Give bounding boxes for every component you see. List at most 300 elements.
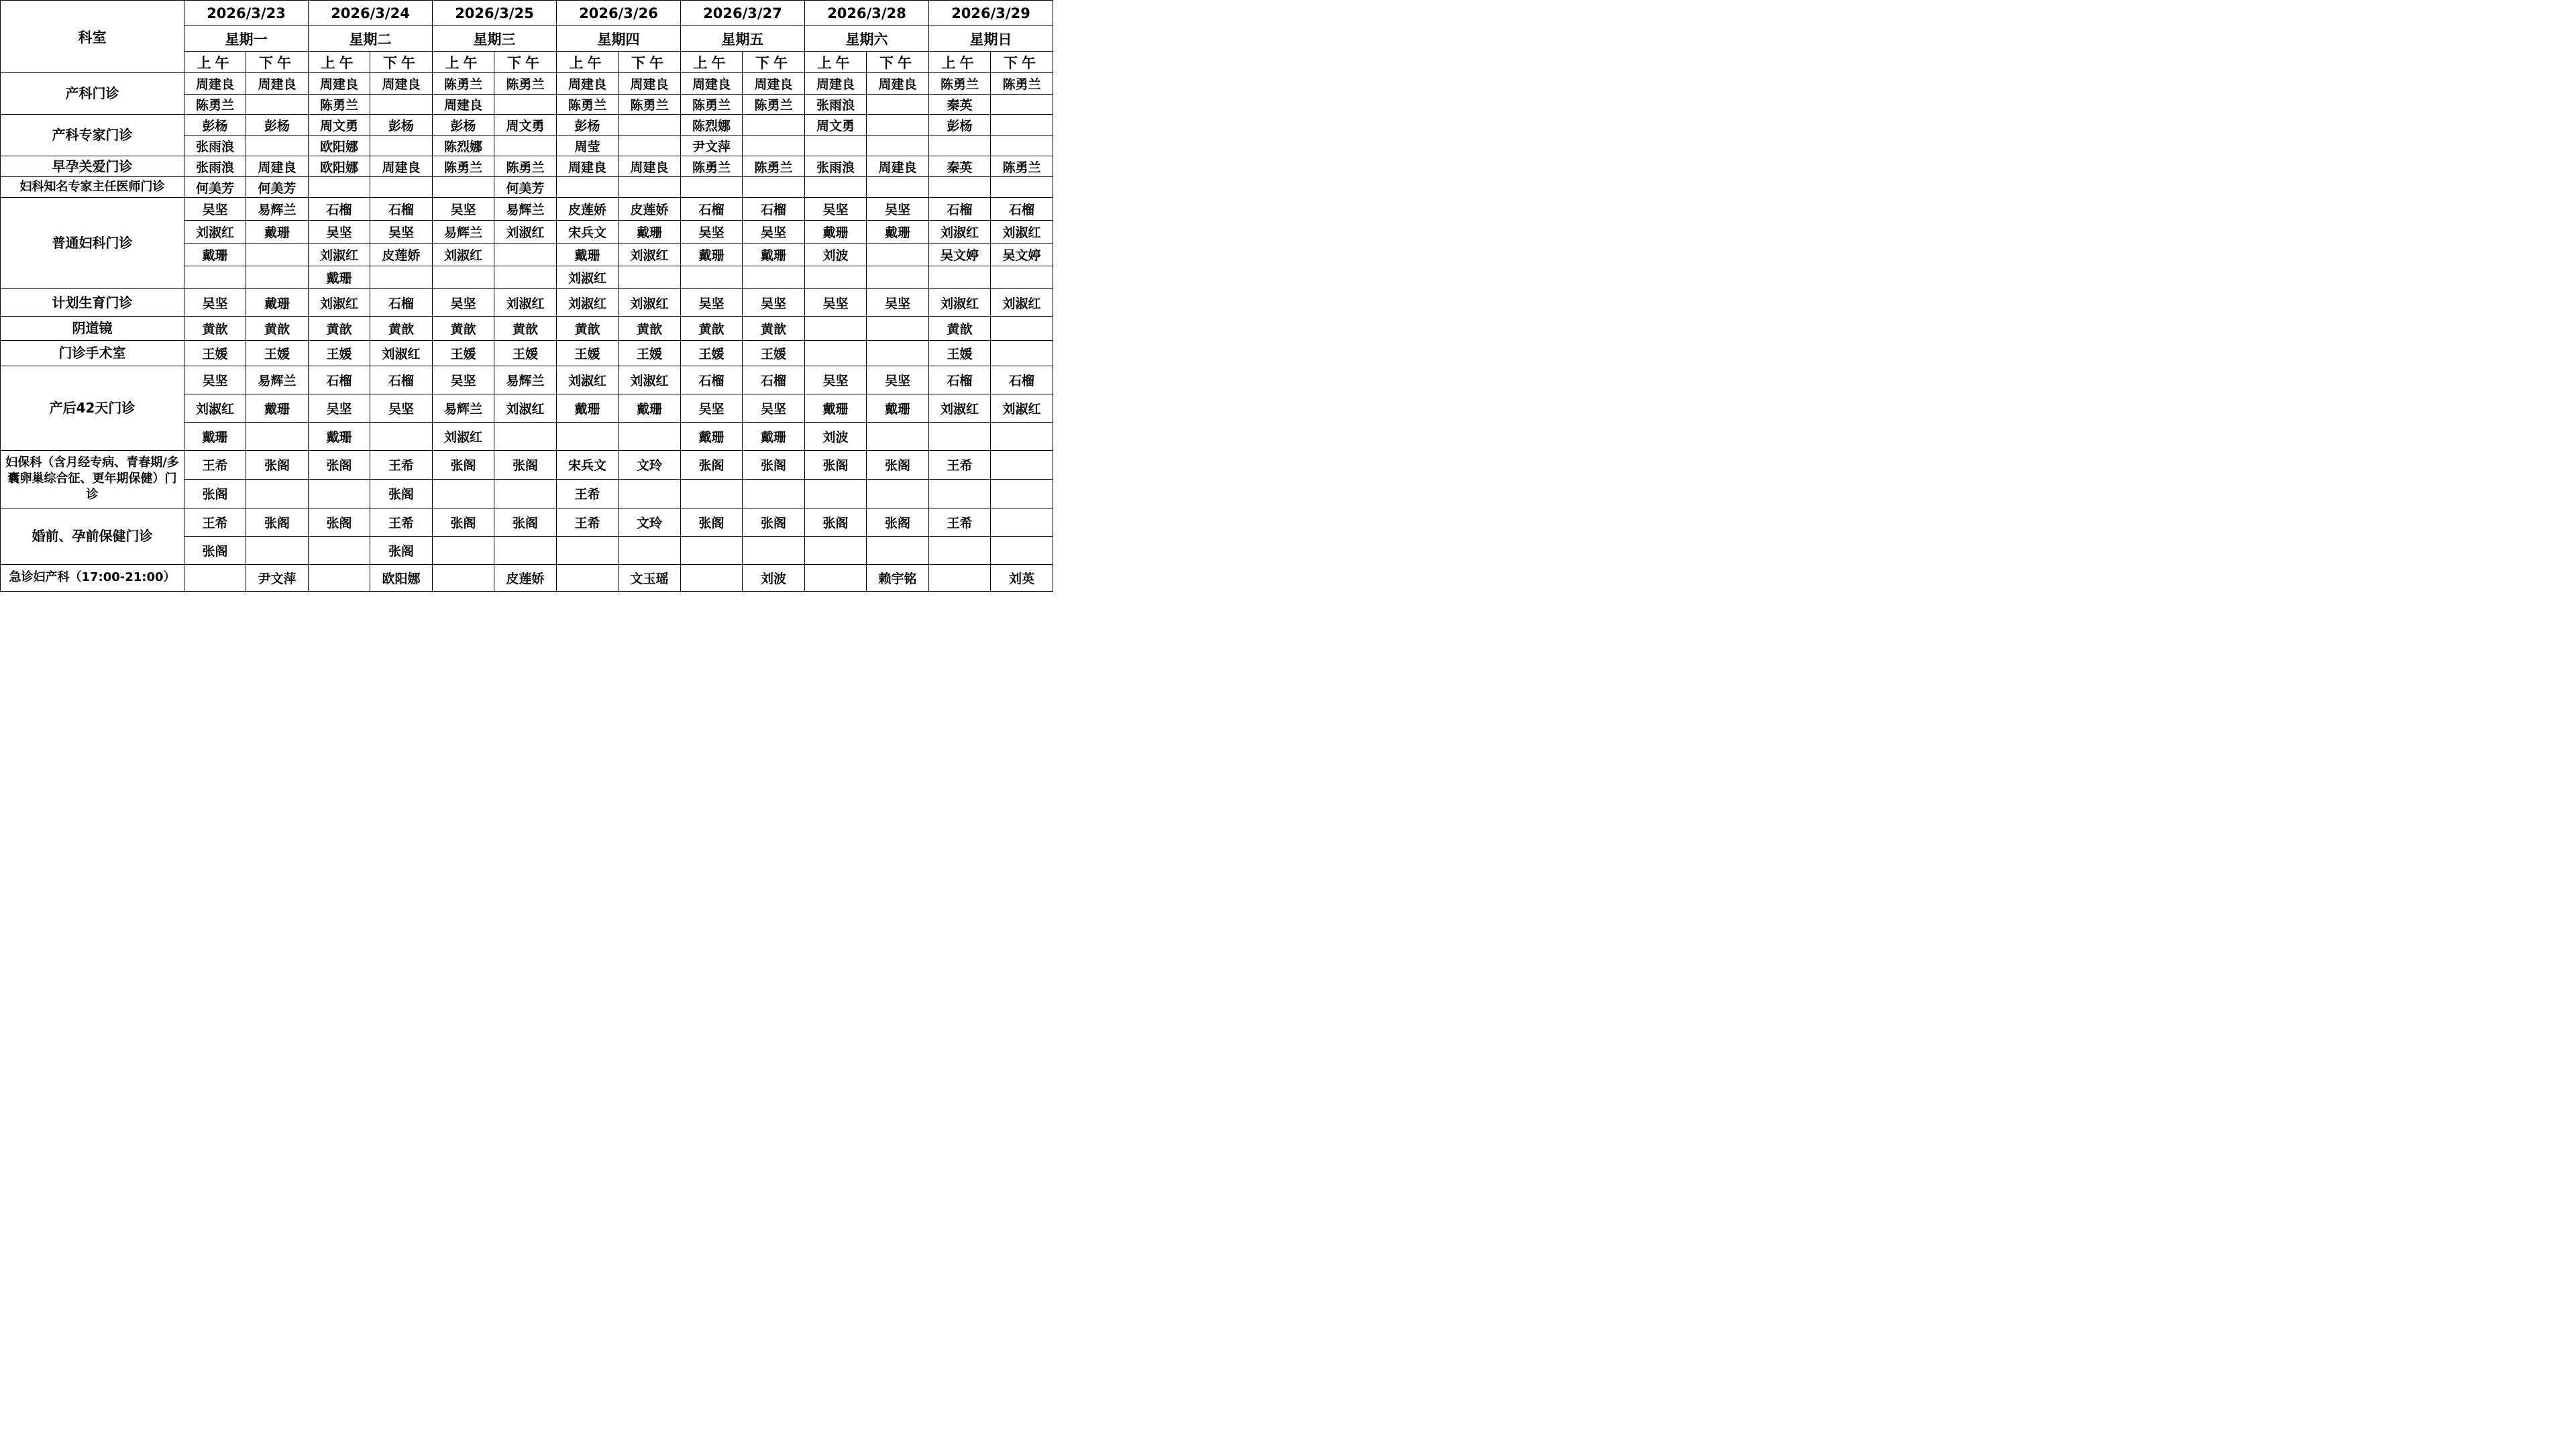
doctor-cell <box>494 536 557 564</box>
doctor-cell: 陈勇兰 <box>991 156 1053 177</box>
doctor-cell <box>619 177 681 198</box>
doctor-cell: 秦英 <box>929 95 991 115</box>
doctor-cell: 张阁 <box>867 508 929 536</box>
doctor-cell: 刘波 <box>805 244 867 266</box>
doctor-cell <box>867 136 929 156</box>
department-name: 产科门诊 <box>1 73 184 115</box>
doctor-cell: 周建良 <box>370 156 433 177</box>
doctor-cell <box>619 136 681 156</box>
doctor-cell <box>494 479 557 508</box>
doctor-cell <box>246 244 309 266</box>
doctor-cell: 王媛 <box>681 341 743 366</box>
department-name: 产后42天门诊 <box>1 366 184 450</box>
doctor-cell: 张阁 <box>805 508 867 536</box>
doctor-cell: 张雨浪 <box>805 95 867 115</box>
doctor-cell: 周建良 <box>619 73 681 95</box>
doctor-cell: 易辉兰 <box>246 198 309 221</box>
doctor-cell: 戴珊 <box>184 244 246 266</box>
doctor-cell: 吴坚 <box>681 394 743 422</box>
doctor-cell: 皮莲娇 <box>557 198 619 221</box>
doctor-cell: 戴珊 <box>867 394 929 422</box>
doctor-cell <box>929 136 991 156</box>
doctor-cell: 吴坚 <box>743 221 805 244</box>
doctor-cell: 皮莲娇 <box>494 564 557 591</box>
doctor-cell: 周建良 <box>370 73 433 95</box>
doctor-cell <box>743 266 805 289</box>
doctor-cell: 刘淑红 <box>184 394 246 422</box>
doctor-cell: 王希 <box>929 508 991 536</box>
doctor-cell: 吴坚 <box>867 366 929 394</box>
doctor-cell <box>743 136 805 156</box>
doctor-cell: 周建良 <box>557 73 619 95</box>
doctor-cell <box>681 177 743 198</box>
doctor-cell <box>991 115 1053 136</box>
doctor-cell: 刘淑红 <box>557 266 619 289</box>
doctor-cell: 周建良 <box>805 73 867 95</box>
doctor-cell <box>743 177 805 198</box>
date-header: 2026/3/27 <box>681 1 805 26</box>
doctor-cell <box>494 95 557 115</box>
doctor-cell: 黄歆 <box>309 317 370 341</box>
doctor-cell: 戴珊 <box>557 244 619 266</box>
doctor-cell <box>929 536 991 564</box>
doctor-cell <box>991 317 1053 341</box>
doctor-cell: 黄歆 <box>184 317 246 341</box>
doctor-cell: 吴文婷 <box>991 244 1053 266</box>
doctor-cell <box>743 536 805 564</box>
doctor-cell <box>867 536 929 564</box>
doctor-cell: 张阁 <box>370 479 433 508</box>
doctor-cell <box>246 136 309 156</box>
doctor-cell: 戴珊 <box>557 394 619 422</box>
doctor-cell: 周建良 <box>246 73 309 95</box>
doctor-cell: 刘淑红 <box>557 366 619 394</box>
doctor-cell: 刘淑红 <box>991 221 1053 244</box>
doctor-cell: 文玲 <box>619 508 681 536</box>
doctor-cell <box>246 422 309 450</box>
doctor-cell: 陈勇兰 <box>743 156 805 177</box>
doctor-cell <box>805 177 867 198</box>
doctor-cell: 周建良 <box>743 73 805 95</box>
doctor-cell <box>929 177 991 198</box>
doctor-cell: 戴珊 <box>681 422 743 450</box>
doctor-cell <box>494 136 557 156</box>
pm-header: 下午 <box>743 52 805 73</box>
doctor-cell: 彭杨 <box>246 115 309 136</box>
doctor-cell: 张阁 <box>184 479 246 508</box>
doctor-cell: 王媛 <box>309 341 370 366</box>
doctor-cell: 文玲 <box>619 450 681 479</box>
doctor-cell: 王希 <box>184 508 246 536</box>
weekday-header: 星期二 <box>309 26 433 52</box>
doctor-cell: 吴坚 <box>309 221 370 244</box>
date-header: 2026/3/26 <box>557 1 681 26</box>
doctor-cell: 刘淑红 <box>991 394 1053 422</box>
doctor-cell: 刘淑红 <box>370 341 433 366</box>
doctor-cell <box>805 341 867 366</box>
doctor-cell <box>805 266 867 289</box>
doctor-cell: 宋兵文 <box>557 221 619 244</box>
doctor-cell: 石榴 <box>370 198 433 221</box>
doctor-cell: 黄歆 <box>929 317 991 341</box>
date-header: 2026/3/29 <box>929 1 1053 26</box>
doctor-cell <box>557 422 619 450</box>
schedule-row <box>1 198 1053 221</box>
doctor-cell: 戴珊 <box>619 221 681 244</box>
doctor-cell: 王媛 <box>246 341 309 366</box>
doctor-cell <box>929 564 991 591</box>
dept-header: 科室 <box>1 1 184 73</box>
doctor-cell: 吴坚 <box>743 289 805 317</box>
doctor-cell <box>433 564 494 591</box>
doctor-cell: 刘淑红 <box>309 244 370 266</box>
doctor-cell: 张阁 <box>309 508 370 536</box>
doctor-cell: 张雨浪 <box>184 136 246 156</box>
doctor-cell: 黄歆 <box>246 317 309 341</box>
doctor-cell: 陈勇兰 <box>433 156 494 177</box>
doctor-cell: 吴坚 <box>433 198 494 221</box>
doctor-cell: 王希 <box>184 450 246 479</box>
doctor-cell: 易辉兰 <box>494 198 557 221</box>
doctor-cell <box>805 317 867 341</box>
pm-header: 下午 <box>494 52 557 73</box>
pm-header: 下午 <box>991 52 1053 73</box>
doctor-cell: 周文勇 <box>494 115 557 136</box>
doctor-cell: 刘淑红 <box>184 221 246 244</box>
doctor-cell: 石榴 <box>370 366 433 394</box>
doctor-cell: 吴坚 <box>184 198 246 221</box>
doctor-cell: 刘英 <box>991 564 1053 591</box>
doctor-cell: 易辉兰 <box>246 366 309 394</box>
doctor-cell: 彭杨 <box>557 115 619 136</box>
doctor-cell: 陈勇兰 <box>494 156 557 177</box>
doctor-cell: 何美芳 <box>184 177 246 198</box>
department-name: 急诊妇产科（17:00-21:00） <box>1 564 184 591</box>
doctor-cell <box>433 536 494 564</box>
doctor-cell: 吴坚 <box>805 198 867 221</box>
doctor-cell: 周建良 <box>309 73 370 95</box>
doctor-cell: 石榴 <box>681 366 743 394</box>
doctor-cell: 彭杨 <box>184 115 246 136</box>
doctor-cell <box>991 479 1053 508</box>
doctor-cell: 张阁 <box>743 450 805 479</box>
doctor-cell: 刘淑红 <box>619 289 681 317</box>
weekday-header: 星期四 <box>557 26 681 52</box>
doctor-cell: 王媛 <box>494 341 557 366</box>
doctor-cell <box>557 564 619 591</box>
doctor-cell <box>309 177 370 198</box>
doctor-cell: 周文勇 <box>805 115 867 136</box>
department-name: 妇科知名专家主任医师门诊 <box>1 177 184 198</box>
weekday-header: 星期一 <box>184 26 309 52</box>
doctor-cell <box>184 266 246 289</box>
doctor-cell: 戴珊 <box>184 422 246 450</box>
date-header: 2026/3/24 <box>309 1 433 26</box>
doctor-cell <box>619 479 681 508</box>
doctor-cell <box>743 479 805 508</box>
doctor-cell: 刘淑红 <box>433 422 494 450</box>
doctor-cell: 王媛 <box>929 341 991 366</box>
doctor-cell: 陈勇兰 <box>494 73 557 95</box>
doctor-cell: 吴坚 <box>805 289 867 317</box>
doctor-cell <box>619 422 681 450</box>
doctor-cell: 吴坚 <box>681 221 743 244</box>
department-name: 产科专家门诊 <box>1 115 184 156</box>
doctor-cell <box>494 244 557 266</box>
doctor-cell <box>184 564 246 591</box>
doctor-cell: 石榴 <box>991 198 1053 221</box>
am-header: 上午 <box>557 52 619 73</box>
doctor-cell: 周建良 <box>867 73 929 95</box>
doctor-cell: 吴坚 <box>184 289 246 317</box>
doctor-cell: 张阁 <box>494 508 557 536</box>
doctor-cell: 戴珊 <box>743 244 805 266</box>
doctor-cell: 石榴 <box>681 198 743 221</box>
pm-header: 下午 <box>246 52 309 73</box>
doctor-cell: 周建良 <box>867 156 929 177</box>
doctor-cell <box>309 536 370 564</box>
doctor-cell <box>867 95 929 115</box>
doctor-cell: 陈勇兰 <box>743 95 805 115</box>
doctor-cell: 陈勇兰 <box>681 95 743 115</box>
doctor-cell: 吴坚 <box>370 221 433 244</box>
doctor-cell: 戴珊 <box>246 289 309 317</box>
doctor-cell: 吴坚 <box>433 289 494 317</box>
doctor-cell: 刘淑红 <box>557 289 619 317</box>
header-date-row <box>1 1 1053 26</box>
doctor-cell: 张阁 <box>681 508 743 536</box>
doctor-cell <box>867 422 929 450</box>
doctor-cell: 欧阳娜 <box>309 136 370 156</box>
doctor-cell: 黄歆 <box>743 317 805 341</box>
date-header: 2026/3/23 <box>184 1 309 26</box>
doctor-cell: 张阁 <box>246 508 309 536</box>
doctor-cell: 尹文萍 <box>246 564 309 591</box>
doctor-cell: 戴珊 <box>246 394 309 422</box>
doctor-cell <box>681 266 743 289</box>
doctor-cell: 吴坚 <box>743 394 805 422</box>
doctor-cell: 陈勇兰 <box>991 73 1053 95</box>
doctor-cell: 戴珊 <box>309 422 370 450</box>
doctor-cell: 刘淑红 <box>619 366 681 394</box>
pm-header: 下午 <box>867 52 929 73</box>
doctor-cell: 张阁 <box>743 508 805 536</box>
schedule-row <box>1 508 1053 536</box>
doctor-cell: 吴坚 <box>309 394 370 422</box>
doctor-cell <box>433 479 494 508</box>
doctor-cell <box>867 479 929 508</box>
schedule-row <box>1 317 1053 341</box>
doctor-cell <box>619 115 681 136</box>
doctor-cell: 王媛 <box>184 341 246 366</box>
doctor-cell: 周建良 <box>433 95 494 115</box>
doctor-cell <box>991 450 1053 479</box>
doctor-cell: 张阁 <box>184 536 246 564</box>
doctor-cell: 石榴 <box>929 366 991 394</box>
doctor-cell: 戴珊 <box>805 394 867 422</box>
doctor-cell: 吴坚 <box>805 366 867 394</box>
doctor-cell: 易辉兰 <box>494 366 557 394</box>
doctor-cell: 周建良 <box>557 156 619 177</box>
doctor-cell: 张阁 <box>309 450 370 479</box>
doctor-cell: 张阁 <box>681 450 743 479</box>
doctor-cell: 吴坚 <box>184 366 246 394</box>
department-name: 计划生育门诊 <box>1 289 184 317</box>
doctor-cell: 王希 <box>370 508 433 536</box>
doctor-cell <box>681 536 743 564</box>
doctor-cell <box>867 266 929 289</box>
doctor-cell <box>805 136 867 156</box>
schedule-row <box>1 450 1053 479</box>
doctor-cell: 秦英 <box>929 156 991 177</box>
doctor-cell <box>681 479 743 508</box>
doctor-cell: 黄歆 <box>557 317 619 341</box>
doctor-cell <box>991 536 1053 564</box>
doctor-cell <box>246 95 309 115</box>
doctor-cell: 戴珊 <box>619 394 681 422</box>
weekday-header: 星期日 <box>929 26 1053 52</box>
doctor-cell: 何美芳 <box>246 177 309 198</box>
doctor-cell <box>991 177 1053 198</box>
doctor-cell: 刘淑红 <box>433 244 494 266</box>
doctor-cell: 吴坚 <box>867 289 929 317</box>
doctor-cell: 文玉瑶 <box>619 564 681 591</box>
department-name: 普通妇科门诊 <box>1 198 184 289</box>
doctor-cell: 周建良 <box>619 156 681 177</box>
doctor-cell <box>929 422 991 450</box>
department-name: 阴道镜 <box>1 317 184 341</box>
doctor-cell: 刘淑红 <box>494 289 557 317</box>
doctor-cell: 皮莲娇 <box>370 244 433 266</box>
doctor-cell: 王希 <box>557 479 619 508</box>
doctor-cell <box>619 536 681 564</box>
doctor-cell: 黄歆 <box>681 317 743 341</box>
doctor-cell: 刘淑红 <box>309 289 370 317</box>
duty-schedule-table <box>0 0 1053 592</box>
doctor-cell: 何美芳 <box>494 177 557 198</box>
doctor-cell: 戴珊 <box>246 221 309 244</box>
doctor-cell <box>370 266 433 289</box>
weekday-header: 星期六 <box>805 26 929 52</box>
doctor-cell: 张阁 <box>494 450 557 479</box>
doctor-cell: 易辉兰 <box>433 394 494 422</box>
schedule-row <box>1 177 1053 198</box>
doctor-cell: 石榴 <box>991 366 1053 394</box>
doctor-cell: 刘淑红 <box>494 221 557 244</box>
doctor-cell: 宋兵文 <box>557 450 619 479</box>
doctor-cell: 黄歆 <box>494 317 557 341</box>
doctor-cell: 刘淑红 <box>494 394 557 422</box>
doctor-cell: 张雨浪 <box>184 156 246 177</box>
doctor-cell: 周文勇 <box>309 115 370 136</box>
department-name: 早孕关爱门诊 <box>1 156 184 177</box>
schedule-body <box>1 1 1053 592</box>
am-header: 上午 <box>309 52 370 73</box>
doctor-cell: 张阁 <box>805 450 867 479</box>
doctor-cell: 刘淑红 <box>929 394 991 422</box>
doctor-cell <box>309 564 370 591</box>
doctor-cell: 陈勇兰 <box>619 95 681 115</box>
doctor-cell <box>433 266 494 289</box>
department-name: 妇保科（含月经专病、青春期/多囊卵巢综合征、更年期保健）门诊 <box>1 450 184 508</box>
doctor-cell <box>805 536 867 564</box>
doctor-cell <box>309 479 370 508</box>
doctor-cell: 周建良 <box>184 73 246 95</box>
doctor-cell: 黄歆 <box>370 317 433 341</box>
doctor-cell: 陈勇兰 <box>929 73 991 95</box>
doctor-cell: 欧阳娜 <box>309 156 370 177</box>
doctor-cell: 彭杨 <box>929 115 991 136</box>
doctor-cell: 陈勇兰 <box>433 73 494 95</box>
doctor-cell: 刘淑红 <box>619 244 681 266</box>
doctor-cell: 吴文婷 <box>929 244 991 266</box>
schedule-row <box>1 156 1053 177</box>
doctor-cell <box>929 479 991 508</box>
am-header: 上午 <box>805 52 867 73</box>
doctor-cell: 石榴 <box>370 289 433 317</box>
doctor-cell: 彭杨 <box>370 115 433 136</box>
doctor-cell: 黄歆 <box>433 317 494 341</box>
doctor-cell: 皮莲娇 <box>619 198 681 221</box>
doctor-cell <box>433 177 494 198</box>
doctor-cell: 张阁 <box>433 450 494 479</box>
doctor-cell <box>557 177 619 198</box>
doctor-cell: 张阁 <box>867 450 929 479</box>
doctor-cell <box>867 177 929 198</box>
doctor-cell: 陈勇兰 <box>184 95 246 115</box>
doctor-cell: 欧阳娜 <box>370 564 433 591</box>
doctor-cell <box>246 479 309 508</box>
doctor-cell <box>929 266 991 289</box>
doctor-cell <box>805 564 867 591</box>
doctor-cell <box>991 341 1053 366</box>
doctor-cell: 刘波 <box>805 422 867 450</box>
doctor-cell: 王希 <box>370 450 433 479</box>
doctor-cell: 戴珊 <box>805 221 867 244</box>
doctor-cell <box>867 244 929 266</box>
doctor-cell: 陈勇兰 <box>681 156 743 177</box>
department-name: 婚前、孕前保健门诊 <box>1 508 184 564</box>
doctor-cell: 刘淑红 <box>929 289 991 317</box>
doctor-cell: 尹文萍 <box>681 136 743 156</box>
schedule-row <box>1 564 1053 591</box>
pm-header: 下午 <box>370 52 433 73</box>
doctor-cell: 石榴 <box>309 366 370 394</box>
doctor-cell: 赖宇铭 <box>867 564 929 591</box>
doctor-cell: 张阁 <box>433 508 494 536</box>
doctor-cell: 吴坚 <box>370 394 433 422</box>
doctor-cell: 张阁 <box>246 450 309 479</box>
doctor-cell: 彭杨 <box>433 115 494 136</box>
doctor-cell <box>991 95 1053 115</box>
doctor-cell <box>991 422 1053 450</box>
doctor-cell: 戴珊 <box>867 221 929 244</box>
date-header: 2026/3/25 <box>433 1 557 26</box>
doctor-cell: 周建良 <box>246 156 309 177</box>
doctor-cell <box>370 136 433 156</box>
schedule-row <box>1 341 1053 366</box>
doctor-cell <box>370 95 433 115</box>
doctor-cell: 戴珊 <box>743 422 805 450</box>
doctor-cell <box>991 508 1053 536</box>
doctor-cell: 王希 <box>929 450 991 479</box>
doctor-cell: 王媛 <box>557 341 619 366</box>
weekday-header: 星期五 <box>681 26 805 52</box>
doctor-cell <box>867 341 929 366</box>
doctor-cell: 石榴 <box>929 198 991 221</box>
pm-header: 下午 <box>619 52 681 73</box>
doctor-cell <box>246 266 309 289</box>
